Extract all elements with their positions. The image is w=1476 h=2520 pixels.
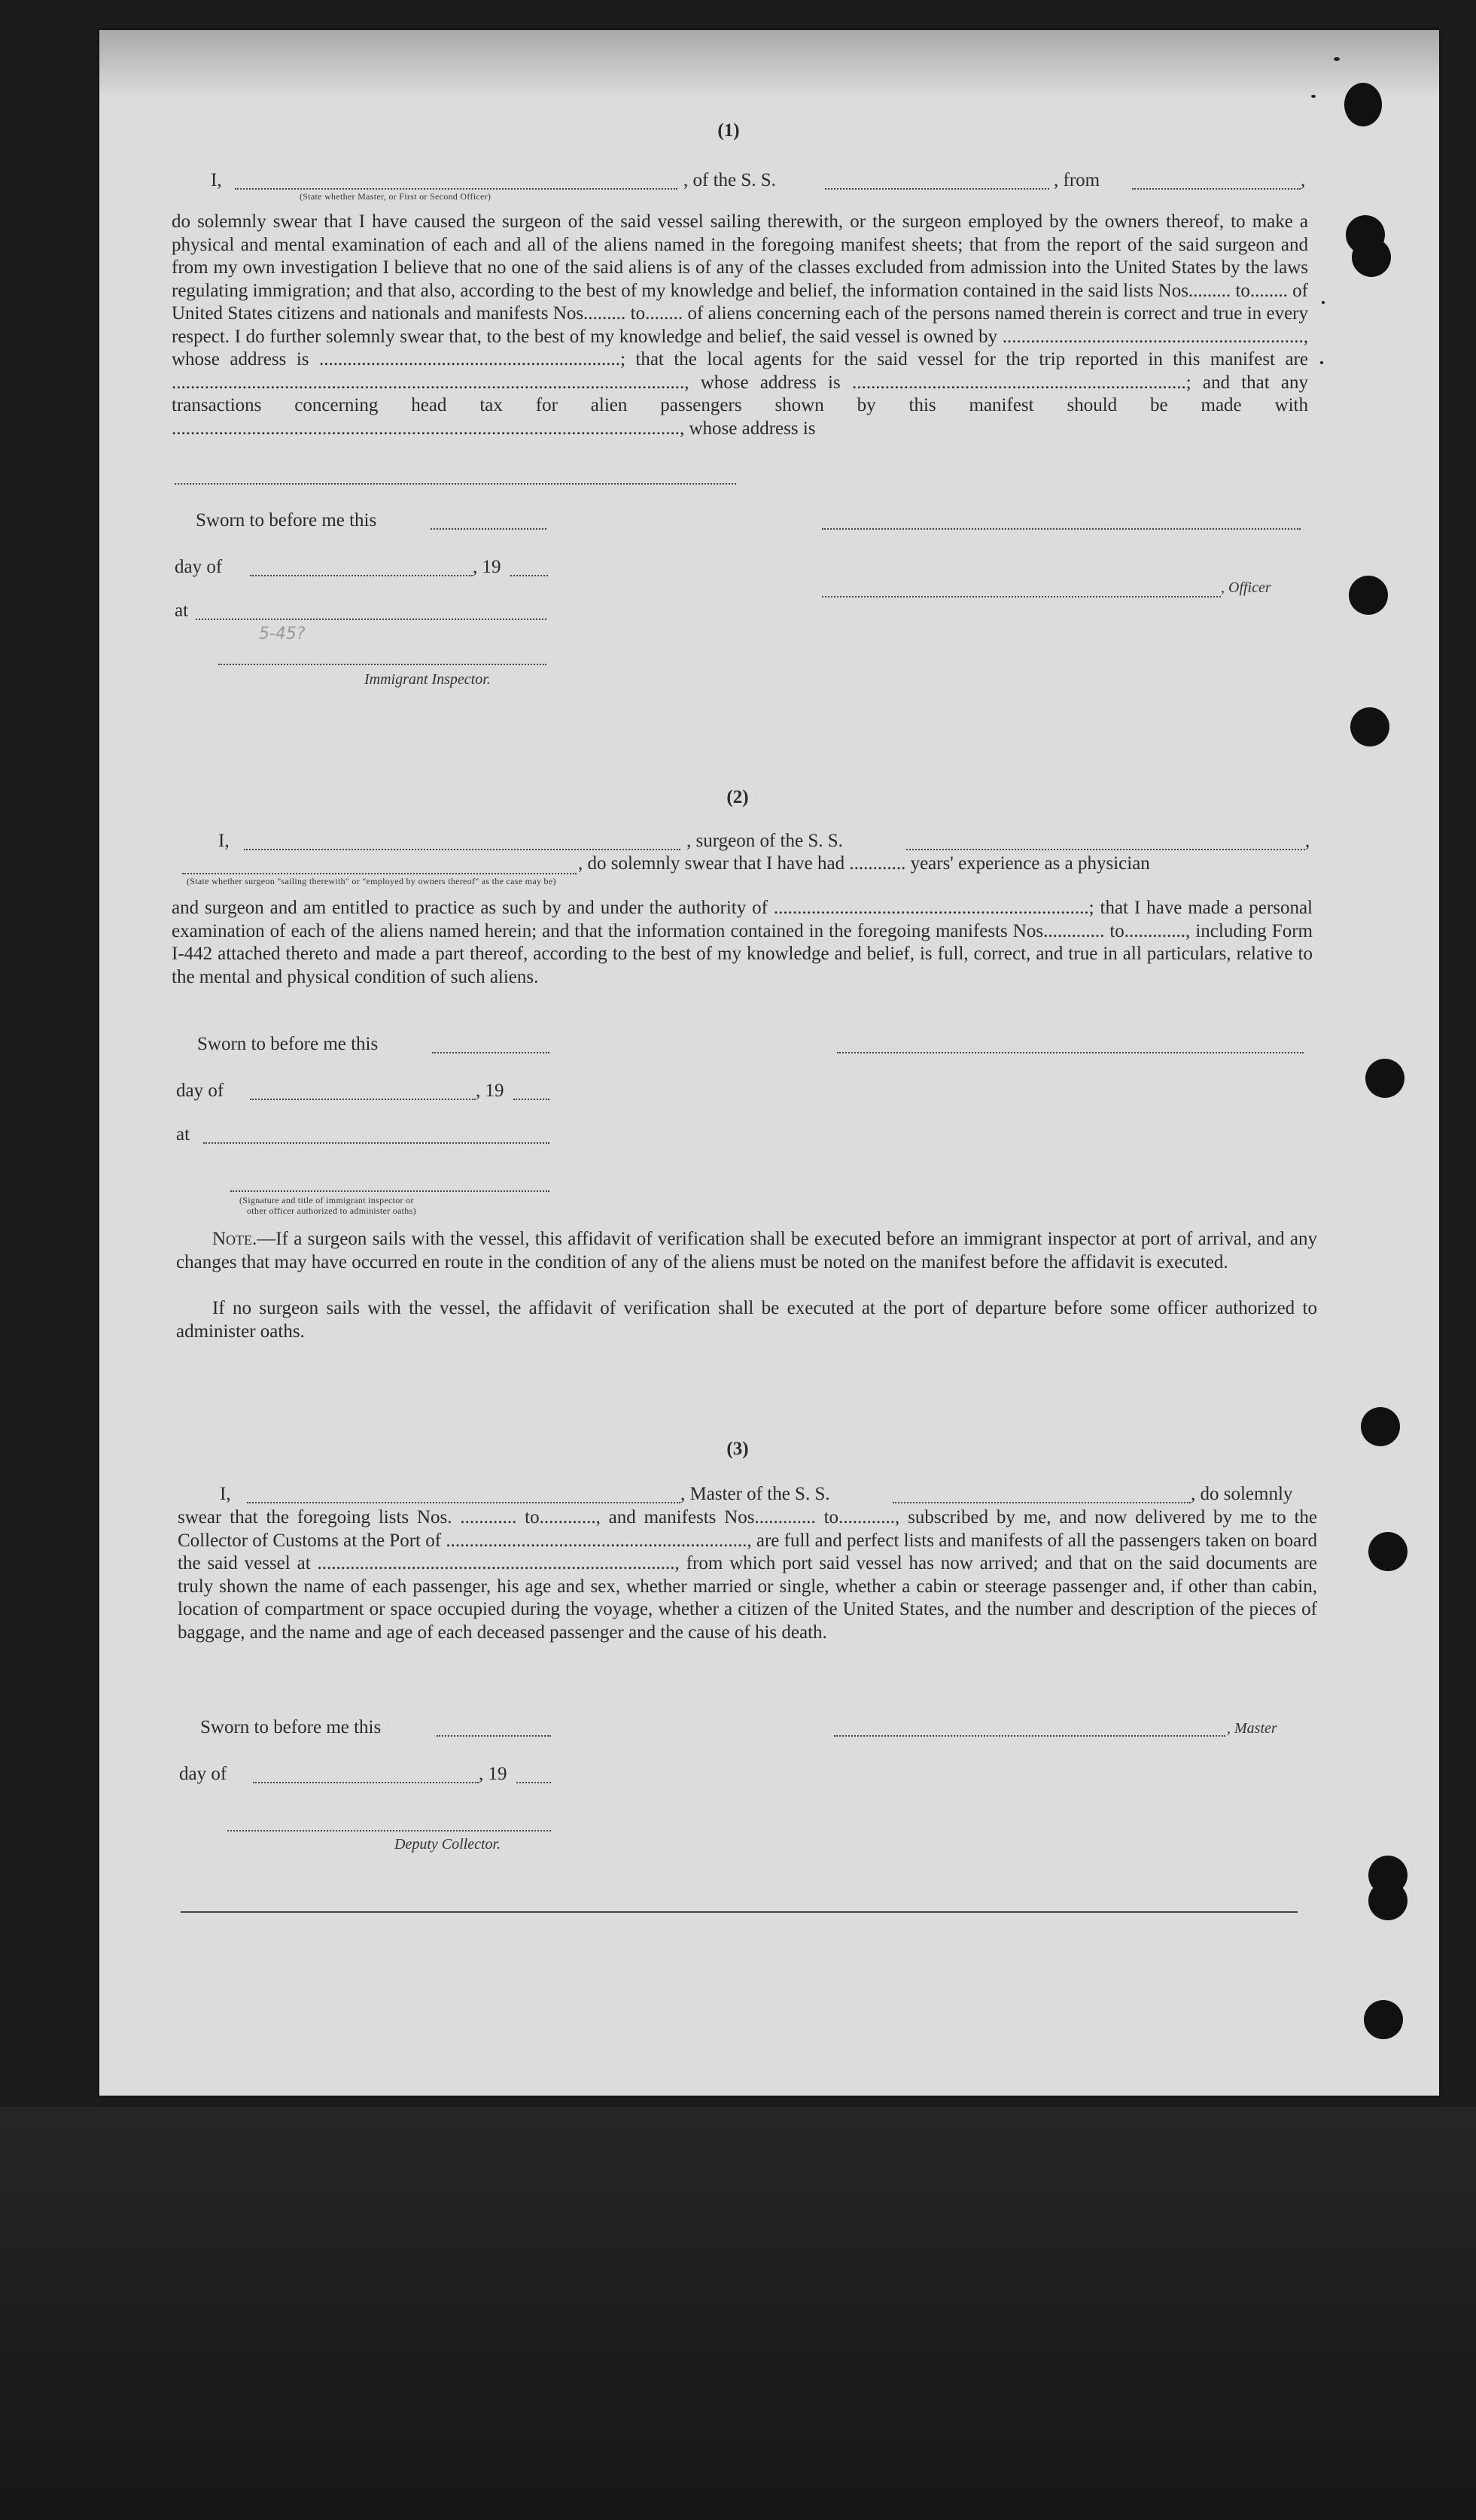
section-2-opening-i: I,	[218, 831, 230, 851]
section-1-officer-label: , Officer	[1221, 579, 1271, 596]
section-1-opening-right: , from	[1054, 170, 1100, 190]
scanner-bed	[0, 2107, 1476, 2520]
speck	[1311, 95, 1316, 98]
section-2-at-blank	[203, 1142, 549, 1144]
section-2-sworn-blank	[432, 1052, 549, 1053]
section-2-opening-line2: , do solemnly swear that I have had ............ years' experience as a physician	[578, 853, 1150, 874]
section-1-number: (1)	[717, 120, 740, 141]
section-1-inspector-sig-blank	[218, 664, 546, 665]
section-2-signature-note-2: other officer authorized to administer oaths)	[247, 1205, 416, 1216]
speck	[1322, 301, 1325, 304]
section-3-year-blank	[516, 1782, 551, 1783]
punch-hole	[1352, 238, 1391, 277]
section-3-name-blank	[247, 1502, 680, 1503]
section-1-opening-i: I,	[211, 170, 222, 190]
section-2-note	[176, 1228, 1317, 1274]
section-2-inspector-sig-blank	[230, 1190, 549, 1192]
section-3-opening-mid: , Master of the S. S.	[680, 1484, 830, 1504]
section-3-sworn-blank	[437, 1735, 551, 1737]
section-2-vessel-blank	[906, 849, 1305, 850]
punch-hole	[1361, 1407, 1400, 1446]
section-1-inspector-label: Immigrant Inspector.	[364, 671, 491, 688]
section-1-comma: ,	[1301, 170, 1306, 190]
section-3-collector-label: Deputy Collector.	[394, 1836, 501, 1853]
section-1-year: , 19	[473, 557, 501, 577]
section-3-master-label: , Master	[1227, 1720, 1277, 1737]
section-2-comma: ,	[1305, 831, 1310, 851]
punch-hole	[1365, 1059, 1404, 1098]
section-2-role-blank	[182, 873, 577, 874]
section-1-sworn: Sworn to before me this	[196, 510, 377, 530]
punch-hole	[1368, 1881, 1408, 1920]
section-1-body: do solemnly swear that I have caused the surgeon of the said vessel sailing therewith, or the surgeon employed by the owners thereof, to make a physical and mental examination of each and all of the aliens named in the foregoing manifest sheets; that from the report of the said surgeon and from my own investigation I believe that no one of the said aliens is of any of the classes excluded from admission into the United States by the laws regulating immigration; and that also, according to the best of my knowledge and belief, the information contained in the said lists Nos......... to........ of United States citizens and nationals and manifests Nos......... to........ of aliens concerning each of the persons named therein is correct and true in every respect. I do further solemnly swear that, to the best of my knowledge and belief, the said vessel is owned by ................................................................, whose address is ................................................................; that the local agents for the said vessel for the trip reported in this manifest are ............................................................................................................., whose address is .......................................................................; and that any transactions concerning head tax for alien passengers shown by this manifest should be made with ............................................................................................................, whose address is	[172, 211, 1308, 439]
section-2-day: day of	[176, 1081, 224, 1101]
punch-hole	[1350, 707, 1389, 746]
section-2-signature-note-1: (Signature and title of immigrant inspector or	[239, 1195, 414, 1205]
section-2-year-blank	[513, 1099, 549, 1100]
section-3-year: , 19	[479, 1764, 507, 1784]
section-2-year: , 19	[476, 1081, 504, 1101]
speck	[1320, 361, 1323, 364]
punch-hole	[1368, 1532, 1408, 1571]
bottom-rule	[181, 1911, 1298, 1913]
section-3-sworn: Sworn to before me this	[200, 1717, 382, 1737]
section-2-name-blank	[244, 849, 680, 850]
section-3-number: (3)	[726, 1439, 749, 1459]
section-2-role-note: (State whether surgeon "sailing therewith" or "employed by owners thereof" as the case may be)	[187, 876, 556, 886]
section-2-note-2: If no surgeon sails with the vessel, the affidavit of verification shall be executed at the port of departure before some officer authorized to administer oaths.	[176, 1298, 1317, 1342]
section-1-officer-sig-blank	[822, 528, 1301, 530]
section-2-sworn: Sworn to before me this	[197, 1034, 379, 1054]
section-1-rank-note: (State whether Master, or First or Second Officer)	[300, 191, 491, 202]
section-1-at: at	[175, 600, 189, 621]
speck	[1334, 57, 1340, 61]
section-1-day-blank	[250, 575, 473, 576]
section-3-collector-sig-blank	[227, 1830, 551, 1831]
section-3-vessel-blank	[893, 1502, 1191, 1503]
manifest-page	[99, 30, 1439, 2096]
note-label: Note.	[212, 1229, 257, 1249]
section-1-opening-mid: , of the S. S.	[683, 170, 776, 190]
section-2-at: at	[176, 1124, 190, 1144]
section-1-officer-blank	[822, 596, 1221, 597]
section-1-name-blank	[235, 188, 677, 190]
section-3-opening-i: I,	[220, 1484, 231, 1504]
punch-hole	[1344, 83, 1382, 126]
note-text: —If a surgeon sails with the vessel, this affidavit of verification shall be executed before an immigrant inspector at port of arrival, and any changes that may have occurred en route in the condition of any of the aliens must be noted on the manifest before the affidavit is executed.	[176, 1229, 1317, 1272]
section-2-number: (2)	[726, 787, 749, 807]
section-3-day: day of	[179, 1764, 227, 1784]
section-2-surgeon-sig-blank	[837, 1052, 1304, 1053]
section-2-body: and surgeon and am entitled to practice as such by and under the authority of ...................................................................; that I have made a personal examination of each of the aliens named herein; and that the information contained in the foregoing manifests Nos............. to............., including Form I-442 attached thereto and made a part thereof, according to the best of my knowledge and belief, is full, correct, and true in all particulars, relative to the mental and physical condition of such aliens.	[172, 898, 1313, 987]
section-1-year-blank	[510, 575, 548, 576]
section-2-day-blank	[250, 1099, 476, 1100]
pencil-notation: 5-45?	[259, 625, 306, 643]
section-3-master-sig-blank	[834, 1735, 1225, 1737]
section-2-opening-mid: , surgeon of the S. S.	[686, 831, 843, 851]
section-1-address-blank	[175, 483, 736, 485]
section-3-opening-right: , do solemnly	[1191, 1484, 1293, 1504]
section-1-day: day of	[175, 557, 223, 577]
section-3-day-blank	[253, 1782, 479, 1783]
punch-hole	[1364, 2000, 1403, 2039]
section-1-from-blank	[1132, 188, 1301, 190]
section-1-at-blank	[196, 619, 546, 620]
section-1-sworn-blank	[431, 528, 546, 530]
punch-hole	[1349, 576, 1388, 615]
section-3-body: swear that the foregoing lists Nos. ............ to............, and manifests Nos............. to............, subscribed by me, and now delivered by me to the Collector of Customs at the Port of ................................................................, are full and perfect lists and manifests of all the passengers taken on board the said vessel at ............................................................................, from which port said vessel has now arrived; and that on the said documents are truly shown the name of each passenger, his age and sex, whether married or single, whether a cabin or steerage passenger and, if other than cabin, location of compartment or space occupied during the voyage, whether a citizen of the United States, and the number and description of the pieces of baggage, and the name and age of each deceased passenger and the cause of his death.	[178, 1507, 1317, 1643]
section-1-vessel-blank	[825, 188, 1049, 190]
